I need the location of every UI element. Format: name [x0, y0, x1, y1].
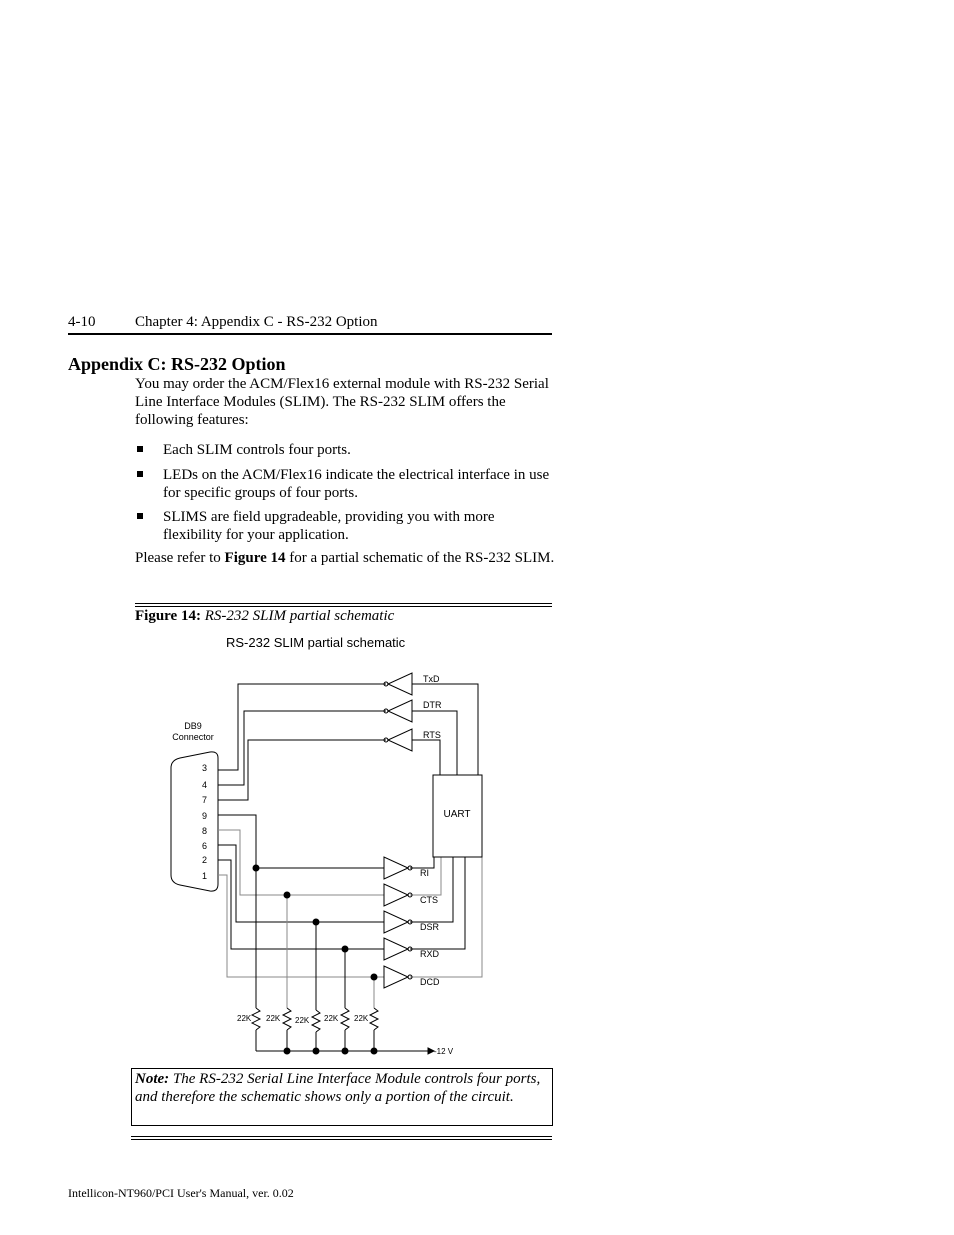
- intro-paragraph: You may order the ACM/Flex16 external module with RS-232 Serial Line Interface Modules (SLIM). The RS-232 SLIM offers the following features:: [135, 376, 549, 428]
- pin-label: 2: [201, 855, 207, 865]
- figure-caption: Figure 14: RS-232 SLIM partial schematic: [135, 608, 395, 624]
- schematic-title: RS-232 SLIM partial schematic: [226, 635, 406, 650]
- pin-label: 4: [201, 780, 207, 790]
- figure-link-text: Figure 14: [224, 550, 286, 566]
- supply-label: -12 V: [434, 1047, 454, 1056]
- pin-label: 3: [201, 763, 207, 773]
- db9-connector-shape: [171, 752, 218, 891]
- section-title: Appendix C: RS-232 Option: [68, 354, 286, 374]
- pin-label: 7: [201, 795, 207, 805]
- figure-rule-bottom-2: [131, 1139, 552, 1140]
- dsr-receiver-shape: [384, 911, 408, 933]
- pin-label: 8: [201, 826, 207, 836]
- note-box: [131, 1068, 553, 1126]
- pin-label: 6: [201, 841, 207, 851]
- resistor-label: 22K: [354, 1014, 369, 1023]
- resistor-label: 22K: [324, 1014, 339, 1023]
- dcd-receiver-shape: [384, 966, 408, 988]
- connector-label: DB9: [184, 721, 202, 731]
- pin-label: 9: [201, 811, 207, 821]
- txd-driver-shape: [388, 673, 412, 695]
- signal-label-txd: TxD: [423, 674, 440, 684]
- signal-label-dsr: DSR: [420, 922, 440, 932]
- cts-receiver-shape: [384, 884, 408, 906]
- signal-label-dcd: DCD: [420, 977, 440, 987]
- connector-label-2: Connector: [172, 732, 214, 742]
- ri-receiver-shape: [384, 857, 408, 879]
- list-item: SLIMS are field upgradeable, providing you with more flexibility for your application.: [135, 508, 555, 544]
- uart-label: UART: [443, 809, 471, 820]
- resistor-label: 22K: [295, 1016, 310, 1025]
- rxd-receiver-shape: [384, 938, 408, 960]
- note-label: Note:: [135, 1071, 170, 1087]
- signal-label-dtr: DTR: [423, 700, 442, 710]
- rts-driver-shape: [388, 729, 412, 751]
- note-text: The RS-232 Serial Line Interface Module controls four ports, and therefore the schematic shows only a portion of the circuit.: [135, 1071, 541, 1105]
- list-item: Each SLIM controls four ports.: [135, 441, 555, 459]
- dtr-driver-shape: [388, 700, 412, 722]
- footer: Intellicon-NT960/PCI User's Manual, ver. 0.02: [68, 1186, 294, 1200]
- figure-rule-bottom: [131, 1136, 552, 1137]
- resistor-label: 22K: [266, 1014, 281, 1023]
- list-item: LEDs on the ACM/Flex16 indicate the electrical interface in use for specific groups of four ports.: [135, 466, 555, 502]
- signal-label-ri: RI: [420, 868, 429, 878]
- chapter-header: Chapter 4: Appendix C - RS-232 Option: [135, 314, 378, 330]
- pin-label: 1: [201, 871, 207, 881]
- figure-reference-paragraph: Please refer to Figure 14 for a partial schematic of the RS-232 SLIM.: [135, 550, 555, 566]
- signal-label-rxd: RXD: [420, 949, 440, 959]
- resistor-label: 22K: [237, 1014, 252, 1023]
- signal-label-cts: CTS: [420, 895, 438, 905]
- page-number: 4-10: [68, 314, 96, 330]
- signal-label-rts: RTS: [423, 730, 441, 740]
